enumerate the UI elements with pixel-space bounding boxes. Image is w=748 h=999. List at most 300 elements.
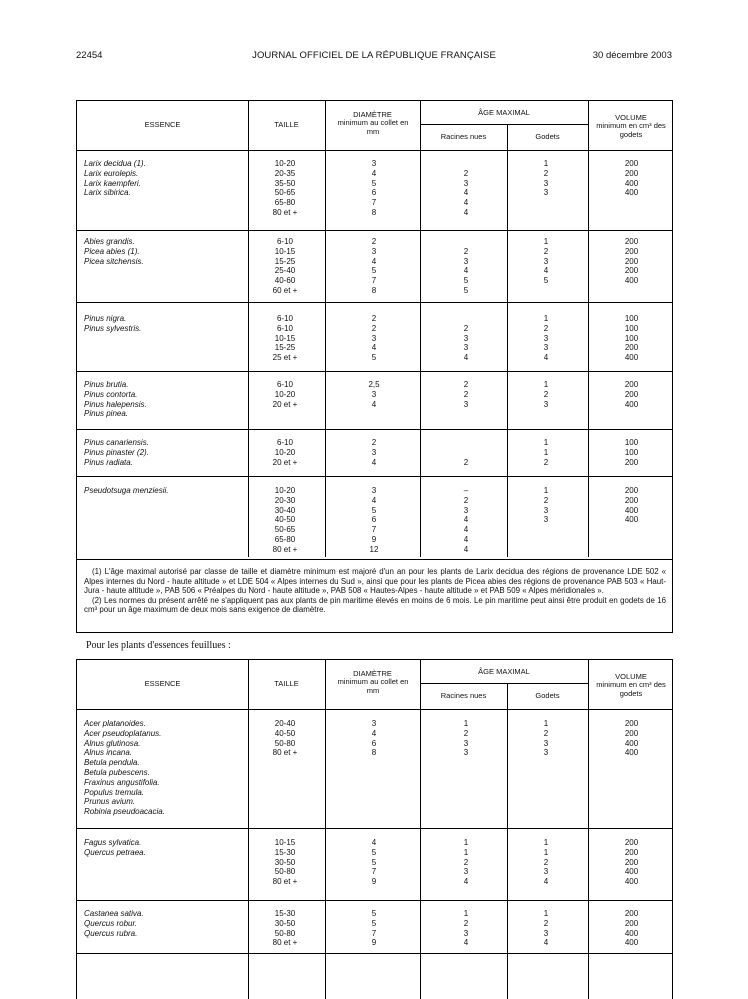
diametre-cell: 5 bbox=[371, 857, 377, 867]
racines-cell: 4 bbox=[463, 534, 469, 544]
taille-cell: 6-10 bbox=[276, 237, 293, 246]
taille-cell: 10-20 bbox=[274, 447, 296, 457]
racines-column bbox=[423, 438, 509, 467]
header-diametre-sub: minimum au collet en mm bbox=[337, 677, 409, 695]
taille-column bbox=[249, 486, 321, 555]
diametre-cell: 5 bbox=[371, 918, 377, 928]
essence-cell: Acer pseudoplatanus. bbox=[84, 728, 162, 738]
volume-cell: 400 bbox=[624, 748, 639, 758]
diametre-column bbox=[326, 314, 422, 363]
racines-cell: 3 bbox=[463, 505, 469, 515]
taille-cell: 15-30 bbox=[274, 847, 296, 857]
diametre-cell: 4 bbox=[371, 457, 377, 467]
diametre-cell: 8 bbox=[371, 207, 377, 217]
racines-column bbox=[423, 909, 509, 948]
volume-cell: 200 bbox=[624, 457, 639, 467]
racines-cell: 4 bbox=[463, 353, 469, 363]
taille-cell: 20-35 bbox=[274, 168, 296, 178]
essence-cell: Robinia pseudoacacia. bbox=[84, 807, 165, 817]
diametre-cell: 5 bbox=[371, 266, 377, 276]
volume-cell: 100 bbox=[624, 323, 639, 333]
taille-cell: 30-50 bbox=[274, 918, 296, 928]
racines-cell: 1 bbox=[463, 838, 469, 847]
taille-cell: 40-50 bbox=[274, 728, 296, 738]
volume-cell: 200 bbox=[624, 909, 639, 918]
godets-cell: 2 bbox=[543, 918, 549, 928]
godets-cell: 3 bbox=[543, 333, 549, 343]
essence-cell: Pinus pinaster (2). bbox=[84, 447, 149, 457]
header-godets: Godets bbox=[535, 132, 560, 141]
note-2: (2) Les normes du présent arrêté ne s'appliquent pas aux plants de pin maritime élevés en moins de 6 mois. Le pin maritime peut ainsi être produit en godets de 16 cm³ pour un âge maximum de deux mois sans exigence de diamètre. bbox=[84, 595, 666, 615]
racines-cell: 2 bbox=[463, 389, 469, 399]
diametre-cell: 4 bbox=[371, 495, 377, 505]
racines-cell: 2 bbox=[463, 495, 469, 505]
volume-cell: 400 bbox=[624, 938, 639, 948]
essence-cell: Prunus avium. bbox=[84, 797, 136, 807]
diametre-cell: 2 bbox=[371, 438, 377, 447]
diametre-column bbox=[326, 159, 422, 218]
diametre-cell: 4 bbox=[371, 399, 377, 409]
godets-column bbox=[503, 438, 589, 467]
godets-cell: 2 bbox=[543, 389, 549, 399]
racines-column bbox=[423, 486, 509, 555]
diametre-cell: 8 bbox=[371, 748, 377, 758]
taille-cell: 30-50 bbox=[274, 857, 296, 867]
taille-cell: 10-20 bbox=[274, 389, 296, 399]
godets-column bbox=[503, 314, 589, 363]
taille-cell: 80 et + bbox=[272, 877, 298, 887]
taille-cell: 40-60 bbox=[274, 276, 296, 286]
diametre-cell: 5 bbox=[371, 909, 377, 918]
taille-cell: 6-10 bbox=[276, 380, 293, 389]
racines-cell: 1 bbox=[463, 847, 469, 857]
godets-cell: 3 bbox=[543, 505, 549, 515]
taille-column bbox=[249, 159, 321, 218]
godets-cell: 2 bbox=[543, 857, 549, 867]
essence-cell: Larix decidua (1). bbox=[84, 159, 146, 168]
taille-cell: 10-15 bbox=[274, 333, 296, 343]
diametre-cell: 3 bbox=[371, 447, 377, 457]
racines-cell bbox=[423, 314, 509, 324]
diametre-cell: 6 bbox=[371, 515, 377, 525]
diametre-cell: 6 bbox=[371, 188, 377, 198]
racines-cell: 4 bbox=[463, 266, 469, 276]
taille-cell: 15-30 bbox=[274, 909, 296, 918]
diametre-cell: 7 bbox=[371, 525, 377, 535]
header-diametre-sub: minimum au collet en mm bbox=[337, 118, 409, 136]
godets-cell: 1 bbox=[543, 486, 549, 495]
essence-cell: Pinus halepensis. bbox=[84, 399, 147, 409]
diametre-cell: 4 bbox=[371, 728, 377, 738]
godets-cell: 3 bbox=[543, 399, 549, 409]
diametre-cell: 4 bbox=[371, 838, 377, 847]
taille-cell: 40-50 bbox=[274, 515, 296, 525]
racines-cell: 4 bbox=[463, 525, 469, 535]
godets-cell: 3 bbox=[543, 867, 549, 877]
volume-cell: 400 bbox=[624, 505, 639, 515]
diametre-cell: 4 bbox=[371, 256, 377, 266]
volume-cell: 200 bbox=[624, 719, 639, 728]
godets-cell: 2 bbox=[543, 728, 549, 738]
volume-cell: 100 bbox=[624, 438, 639, 447]
header-taille: TAILLE bbox=[274, 120, 299, 129]
volume-cell: 400 bbox=[624, 188, 639, 198]
diametre-cell: 9 bbox=[371, 938, 377, 948]
taille-column bbox=[249, 719, 321, 758]
taille-cell: 10-20 bbox=[274, 486, 296, 495]
diametre-column bbox=[326, 838, 422, 887]
essence-cell: Picea sitchensis. bbox=[84, 256, 144, 266]
racines-cell: – bbox=[463, 486, 469, 495]
racines-column bbox=[423, 380, 509, 409]
header-volume: VOLUME bbox=[615, 113, 647, 122]
volume-cell: 100 bbox=[624, 447, 639, 457]
volume-cell: 400 bbox=[624, 738, 639, 748]
diametre-cell: 9 bbox=[371, 534, 377, 544]
godets-cell: 3 bbox=[543, 515, 549, 525]
taille-cell: 30-40 bbox=[274, 505, 296, 515]
diametre-column bbox=[326, 909, 422, 948]
volume-cell: 400 bbox=[624, 353, 639, 363]
volume-cell: 200 bbox=[624, 343, 639, 353]
racines-column bbox=[423, 719, 509, 758]
essence-cell: Pinus pinea. bbox=[84, 409, 129, 419]
journal-title: JOURNAL OFFICIEL DE LA RÉPUBLIQUE FRANÇAISE bbox=[252, 50, 496, 61]
godets-cell: 2 bbox=[543, 495, 549, 505]
essence-cell: Pinus sylvestris. bbox=[84, 323, 142, 333]
racines-cell bbox=[423, 237, 509, 247]
godets-cell: 1 bbox=[543, 719, 549, 728]
diametre-column bbox=[326, 380, 422, 409]
godets-column bbox=[503, 159, 589, 198]
volume-column bbox=[589, 438, 674, 467]
godets-cell: 4 bbox=[543, 353, 549, 363]
diametre-column bbox=[326, 237, 422, 296]
page-header bbox=[76, 50, 672, 64]
diametre-cell: 7 bbox=[371, 198, 377, 208]
header-volume-sub: minimum en cm³ des godets bbox=[596, 121, 666, 139]
diametre-cell: 5 bbox=[371, 353, 377, 363]
essence-cell: Larix eurolepis. bbox=[84, 168, 139, 178]
racines-cell: 5 bbox=[463, 285, 469, 295]
racines-cell: 5 bbox=[463, 276, 469, 286]
volume-cell: 100 bbox=[624, 314, 639, 323]
essence-column bbox=[84, 719, 165, 817]
diametre-cell: 2 bbox=[371, 314, 377, 323]
diametre-cell: 5 bbox=[371, 178, 377, 188]
diametre-cell: 4 bbox=[371, 343, 377, 353]
taille-cell: 50-65 bbox=[274, 188, 296, 198]
header-godets: Godets bbox=[535, 691, 560, 700]
header-essence: ESSENCE bbox=[144, 120, 181, 129]
essence-cell: Larix sibirica. bbox=[84, 188, 131, 198]
essence-cell: Pinus contorta. bbox=[84, 389, 138, 399]
volume-cell: 200 bbox=[624, 486, 639, 495]
volume-cell: 200 bbox=[624, 266, 639, 276]
racines-cell bbox=[423, 448, 509, 458]
taille-cell: 10-15 bbox=[274, 246, 296, 256]
diametre-cell: 2 bbox=[371, 237, 377, 246]
godets-cell: 1 bbox=[543, 447, 549, 457]
diametre-cell: 3 bbox=[371, 246, 377, 256]
volume-column bbox=[589, 909, 674, 948]
racines-cell bbox=[423, 438, 509, 448]
godets-cell: 2 bbox=[543, 168, 549, 178]
publication-date: 30 décembre 2003 bbox=[592, 50, 672, 61]
volume-cell: 200 bbox=[624, 168, 639, 178]
godets-cell: 5 bbox=[543, 276, 549, 286]
taille-cell: 15-25 bbox=[274, 256, 296, 266]
volume-column bbox=[589, 314, 674, 363]
taille-cell: 20-30 bbox=[274, 495, 296, 505]
essence-cell: Pseudotsuga menziesii. bbox=[84, 486, 169, 495]
essence-cell: Quercus rubra. bbox=[84, 928, 138, 938]
broadleaf-table bbox=[76, 659, 673, 999]
taille-column bbox=[249, 314, 321, 363]
essence-cell: Betula pubescens. bbox=[84, 767, 150, 777]
diametre-cell: 3 bbox=[371, 389, 377, 399]
taille-cell: 50-80 bbox=[274, 738, 296, 748]
racines-cell: 3 bbox=[463, 928, 469, 938]
taille-cell: 20 et + bbox=[272, 457, 298, 467]
diametre-cell: 6 bbox=[371, 738, 377, 748]
header-taille: TAILLE bbox=[274, 679, 299, 688]
godets-column bbox=[503, 486, 589, 525]
taille-cell: 6-10 bbox=[276, 438, 293, 447]
header-diametre: DIAMÈTRE bbox=[353, 669, 392, 678]
taille-cell: 15-25 bbox=[274, 343, 296, 353]
racines-cell: 3 bbox=[463, 256, 469, 266]
taille-cell: 80 et + bbox=[272, 748, 298, 758]
essence-cell: Fraxinus angustifolia. bbox=[84, 777, 160, 787]
volume-cell: 200 bbox=[624, 838, 639, 847]
godets-cell: 1 bbox=[543, 159, 549, 168]
header-diametre: DIAMÈTRE bbox=[353, 110, 392, 119]
essence-column bbox=[84, 380, 147, 419]
diametre-cell: 7 bbox=[371, 276, 377, 286]
volume-cell: 200 bbox=[624, 728, 639, 738]
taille-cell: 80 et + bbox=[272, 207, 298, 217]
volume-cell: 200 bbox=[624, 380, 639, 389]
diametre-cell: 3 bbox=[371, 486, 377, 495]
racines-cell: 3 bbox=[463, 343, 469, 353]
racines-cell: 4 bbox=[463, 198, 469, 208]
taille-cell: 50-80 bbox=[274, 928, 296, 938]
diametre-column bbox=[326, 438, 422, 467]
volume-cell: 200 bbox=[624, 918, 639, 928]
taille-cell: 6-10 bbox=[276, 314, 293, 323]
godets-cell: 1 bbox=[543, 237, 549, 246]
taille-cell: 65-80 bbox=[274, 534, 296, 544]
godets-cell: 1 bbox=[543, 380, 549, 389]
taille-column bbox=[249, 438, 321, 467]
diametre-column bbox=[326, 719, 422, 758]
taille-column bbox=[249, 909, 321, 948]
racines-cell: 4 bbox=[463, 515, 469, 525]
header-racines-nues: Racines nues bbox=[440, 691, 487, 700]
volume-cell: 200 bbox=[624, 237, 639, 246]
godets-cell: 2 bbox=[543, 323, 549, 333]
diametre-cell: 7 bbox=[371, 867, 377, 877]
essence-column bbox=[84, 159, 146, 198]
taille-cell: 20-40 bbox=[274, 719, 296, 728]
diametre-column bbox=[326, 486, 422, 555]
diametre-cell: 5 bbox=[371, 505, 377, 515]
racines-cell: 2 bbox=[463, 457, 469, 467]
racines-cell: 3 bbox=[463, 748, 469, 758]
racines-cell: 1 bbox=[463, 719, 469, 728]
godets-cell: 3 bbox=[543, 343, 549, 353]
header-volume-sub: minimum en cm³ des godets bbox=[596, 680, 666, 698]
essence-cell: Larix kaempferi. bbox=[84, 178, 141, 188]
godets-cell: 3 bbox=[543, 748, 549, 758]
taille-cell: 50-80 bbox=[274, 867, 296, 877]
racines-cell: 1 bbox=[463, 909, 469, 918]
godets-cell: 1 bbox=[543, 438, 549, 447]
taille-cell: 50-65 bbox=[274, 525, 296, 535]
taille-cell: 10-20 bbox=[274, 159, 296, 168]
essence-cell: Pinus canariensis. bbox=[84, 438, 149, 447]
essence-cell: Populus tremula. bbox=[84, 787, 145, 797]
godets-column bbox=[503, 838, 589, 887]
volume-cell: 200 bbox=[624, 389, 639, 399]
racines-cell: 2 bbox=[463, 323, 469, 333]
taille-column bbox=[249, 380, 321, 409]
taille-cell: 25-40 bbox=[274, 266, 296, 276]
volume-cell: 200 bbox=[624, 256, 639, 266]
godets-cell: 1 bbox=[543, 314, 549, 323]
essence-cell: Castanea sativa. bbox=[84, 909, 144, 918]
racines-column bbox=[423, 159, 509, 218]
godets-cell: 3 bbox=[543, 256, 549, 266]
racines-column bbox=[423, 314, 509, 363]
volume-column bbox=[589, 237, 674, 286]
taille-cell: 6-10 bbox=[276, 323, 293, 333]
volume-column bbox=[589, 838, 674, 887]
diametre-cell: 8 bbox=[371, 285, 377, 295]
volume-cell: 400 bbox=[624, 515, 639, 525]
header-volume: VOLUME bbox=[615, 672, 647, 681]
racines-cell: 3 bbox=[463, 178, 469, 188]
volume-column bbox=[589, 159, 674, 198]
essence-column bbox=[84, 438, 149, 467]
racines-cell: 2 bbox=[463, 918, 469, 928]
taille-cell: 65-80 bbox=[274, 198, 296, 208]
godets-column bbox=[503, 237, 589, 286]
racines-column bbox=[423, 237, 509, 296]
diametre-cell: 5 bbox=[371, 847, 377, 857]
godets-cell: 1 bbox=[543, 909, 549, 918]
volume-column bbox=[589, 486, 674, 525]
diametre-cell: 9 bbox=[371, 877, 377, 887]
taille-cell: 20 et + bbox=[272, 399, 298, 409]
taille-cell: 25 et + bbox=[272, 353, 298, 363]
racines-cell: 3 bbox=[463, 333, 469, 343]
essence-cell: Fagus sylvatica. bbox=[84, 838, 142, 847]
diametre-cell: 3 bbox=[371, 333, 377, 343]
racines-cell: 4 bbox=[463, 207, 469, 217]
volume-cell: 400 bbox=[624, 928, 639, 938]
taille-cell: 80 et + bbox=[272, 938, 298, 948]
racines-cell bbox=[423, 159, 509, 169]
conifer-table bbox=[76, 100, 673, 633]
racines-cell: 4 bbox=[463, 188, 469, 198]
volume-cell: 400 bbox=[624, 178, 639, 188]
racines-cell: 4 bbox=[463, 877, 469, 887]
volume-cell: 400 bbox=[624, 399, 639, 409]
diametre-cell: 12 bbox=[369, 544, 379, 554]
volume-cell: 400 bbox=[624, 867, 639, 877]
diametre-cell: 2 bbox=[371, 323, 377, 333]
essence-cell: Pinus brutia. bbox=[84, 380, 129, 389]
volume-cell: 200 bbox=[624, 495, 639, 505]
racines-cell: 4 bbox=[463, 938, 469, 948]
taille-column bbox=[249, 838, 321, 887]
header-racines-nues: Racines nues bbox=[440, 132, 487, 141]
header-age-maximal: ÂGE MAXIMAL bbox=[478, 667, 530, 676]
header-age-maximal: ÂGE MAXIMAL bbox=[478, 108, 530, 117]
volume-cell: 200 bbox=[624, 159, 639, 168]
essence-column bbox=[84, 486, 169, 496]
essence-cell: Acer platanoides. bbox=[84, 719, 146, 728]
racines-cell: 3 bbox=[463, 867, 469, 877]
godets-column bbox=[503, 380, 589, 409]
page-number: 22454 bbox=[76, 50, 103, 61]
essence-cell: Betula pendula. bbox=[84, 758, 140, 768]
volume-cell: 200 bbox=[624, 857, 639, 867]
volume-cell: 200 bbox=[624, 847, 639, 857]
diametre-cell: 3 bbox=[371, 719, 377, 728]
racines-cell: 2 bbox=[463, 168, 469, 178]
volume-column bbox=[589, 380, 674, 409]
volume-column bbox=[589, 719, 674, 758]
godets-cell: 4 bbox=[543, 266, 549, 276]
essence-cell: Pinus radiata. bbox=[84, 457, 133, 467]
essence-cell: Alnus glutinosa. bbox=[84, 738, 141, 748]
essence-cell: Quercus robur. bbox=[84, 918, 138, 928]
essence-cell: Picea abies (1). bbox=[84, 246, 140, 256]
essence-column bbox=[84, 838, 146, 858]
note-1: (1) L'âge maximal autorisé par classe de taille et diamètre minimum est majoré d'un an pour les plants de Larix decidua des régions de provenance LDE 502 « Alpes internes du Nord - haute altitude » et LDE 504 « Alpes internes du Sud », ainsi que pour les plants de Picea abies des régions de provenance PAB 503 « Haut-Jura - haute altitude », PAB 506 « Préalpes du Nord - haute altitude », PAB 508 « Hautes-Alpes - haute altitude » et PAB 509 « Alpes méridionales ». bbox=[84, 567, 666, 596]
section-intro: Pour les plants d'essences feuillues : bbox=[86, 640, 231, 651]
taille-cell: 10-15 bbox=[274, 838, 296, 847]
godets-cell: 1 bbox=[543, 847, 549, 857]
essence-column bbox=[84, 237, 144, 266]
essence-cell: Quercus petraea. bbox=[84, 847, 146, 857]
racines-cell: 2 bbox=[463, 380, 469, 389]
table-notes bbox=[84, 567, 666, 615]
godets-column bbox=[503, 719, 589, 758]
essence-cell: Pinus nigra. bbox=[84, 314, 127, 323]
godets-cell: 1 bbox=[543, 838, 549, 847]
diametre-cell: 4 bbox=[371, 168, 377, 178]
diametre-cell: 7 bbox=[371, 928, 377, 938]
godets-column bbox=[503, 909, 589, 948]
volume-cell: 400 bbox=[624, 877, 639, 887]
racines-cell: 3 bbox=[463, 399, 469, 409]
racines-column bbox=[423, 838, 509, 887]
essence-column bbox=[84, 314, 141, 334]
godets-cell: 3 bbox=[543, 188, 549, 198]
essence-column bbox=[84, 909, 144, 938]
racines-cell: 2 bbox=[463, 728, 469, 738]
diametre-cell: 2,5 bbox=[368, 380, 380, 389]
godets-cell: 3 bbox=[543, 928, 549, 938]
diametre-cell: 3 bbox=[371, 159, 377, 168]
volume-cell: 100 bbox=[624, 333, 639, 343]
taille-cell: 35-50 bbox=[274, 178, 296, 188]
godets-cell: 3 bbox=[543, 738, 549, 748]
